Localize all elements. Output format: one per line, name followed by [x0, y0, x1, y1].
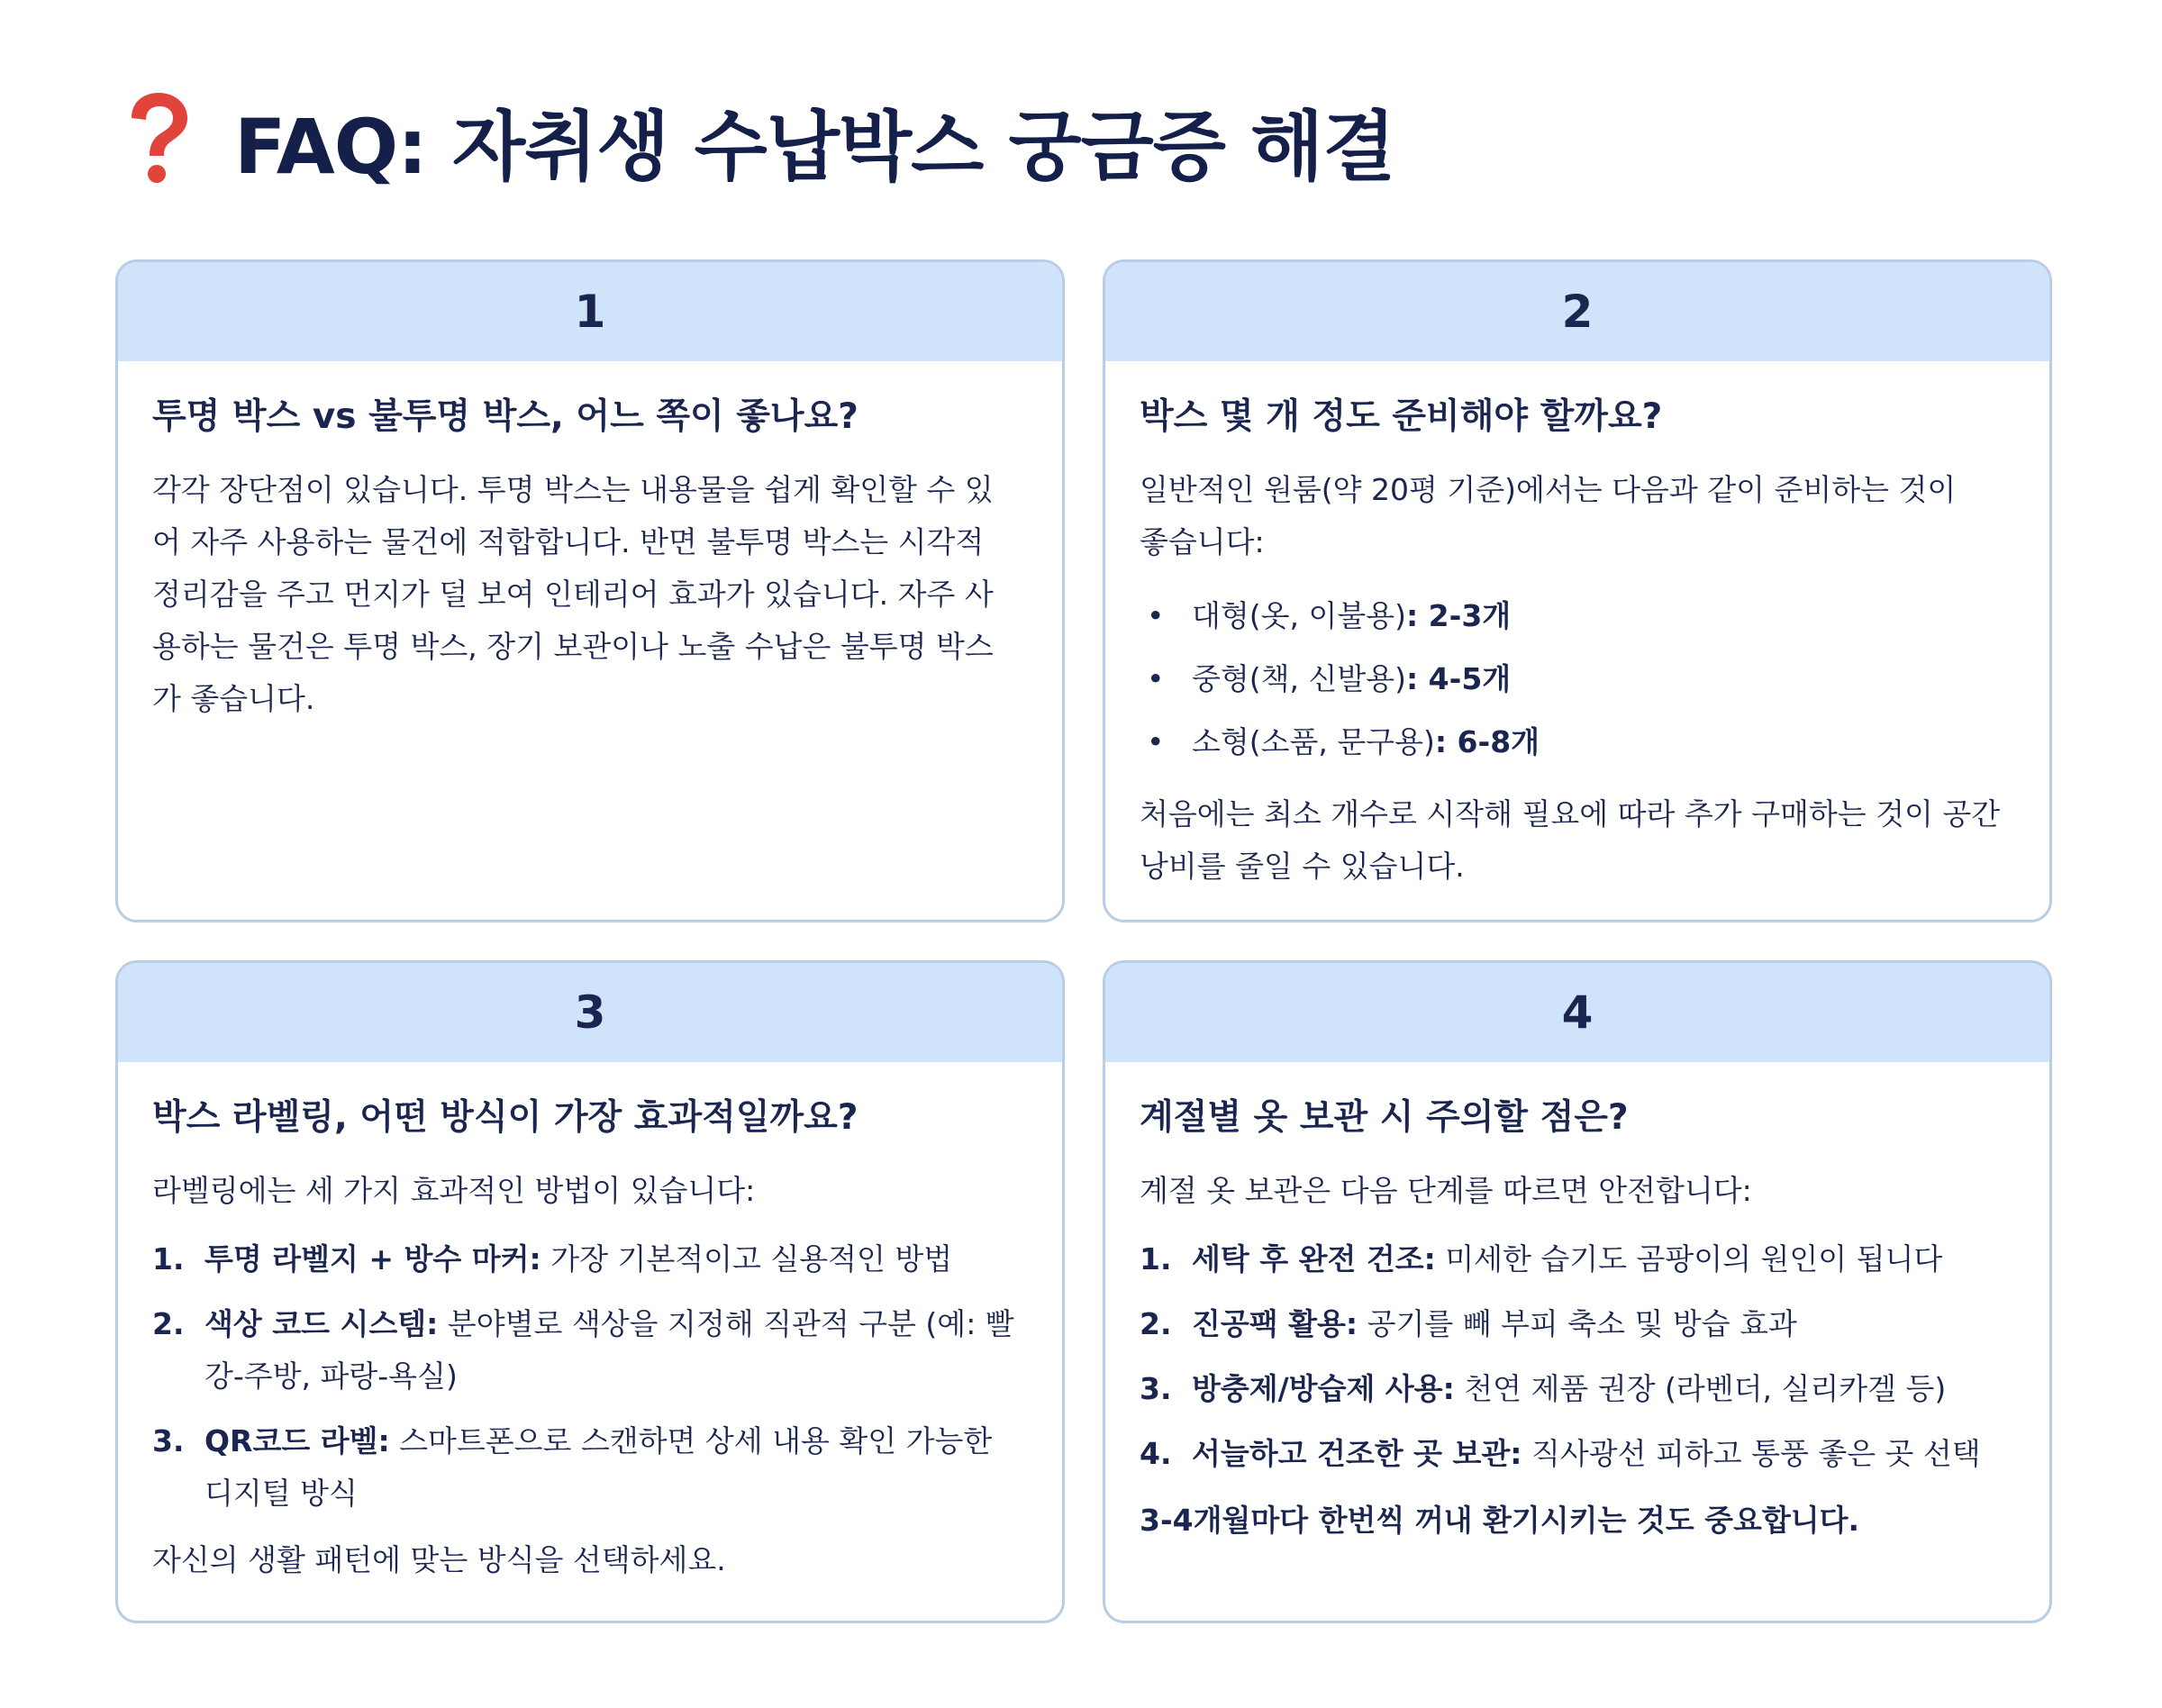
item-value: : 4-5개 [1406, 661, 1512, 696]
bullet-dot-icon: • [1147, 598, 1165, 633]
list-item [1140, 1428, 2015, 1480]
item-text: 공기를 빼 부피 축소 및 방습 효과 [1358, 1306, 1797, 1341]
list-item [152, 1233, 1028, 1286]
outro-line: 자신의 생활 패턴에 맞는 방식을 선택하세요. [152, 1542, 726, 1577]
answer-line: 어 자주 사용하는 물건에 적합합니다. 반면 불투명 박스는 시각적 [152, 524, 985, 559]
item-heading: 색상 코드 시스템: [204, 1306, 439, 1341]
item-heading: 진공팩 활용: [1192, 1306, 1358, 1341]
question-title: 박스 라벨링, 어떤 방식이 가장 효과적일까요? [152, 1097, 858, 1138]
intro-line: 좋습니다: [1140, 524, 1265, 559]
list-item [1140, 585, 2015, 648]
answer-line: 가 좋습니다. [152, 681, 315, 716]
item-number: 2. [1140, 1306, 1172, 1341]
labeling-method-list [152, 1233, 1028, 1520]
list-item [152, 1415, 1028, 1520]
page-header [123, 86, 1394, 195]
outro-line: 처음에는 최소 개수로 시작해 필요에 따라 추가 구매하는 것이 공간 [1140, 796, 2001, 831]
outro-line: 3-4개월마다 한번씩 꺼내 환기시키는 것도 중요합니다. [1140, 1503, 1860, 1538]
intro-line: 라벨링에는 세 가지 효과적인 방법이 있습니다: [152, 1173, 756, 1208]
list-item [152, 1298, 1028, 1403]
page-title: FAQ: 자취생 수납박스 궁금증 해결 [234, 102, 1395, 191]
question-title: 계절별 옷 보관 시 주의할 점은? [1140, 1097, 1629, 1138]
item-number: 4. [1140, 1436, 1172, 1471]
card-number: 1 [118, 262, 1062, 361]
card-number: 4 [1105, 963, 2049, 1062]
list-item [1140, 1233, 2015, 1286]
list-item [1140, 1298, 2015, 1350]
item-text: 천연 제품 권장 (라벤더, 실리카겔 등) [1454, 1371, 1947, 1406]
card-number: 2 [1105, 262, 2049, 361]
list-item [1140, 648, 2015, 711]
item-number: 2. [152, 1306, 185, 1341]
answer-line: 용하는 물건은 투명 박스, 장기 보관이나 노출 수납은 불투명 박스 [152, 629, 994, 664]
faq-card-1 [115, 259, 1065, 922]
item-text: 미세한 습기도 곰팡이의 원인이 됩니다 [1435, 1241, 1943, 1276]
item-label: 중형(책, 신발용) [1192, 661, 1406, 696]
item-heading: 세탁 후 완전 건조: [1192, 1241, 1436, 1276]
item-text: 분야별로 색상을 지정해 직관적 구분 (예: 빨강-주방, 파랑-욕실) [204, 1306, 1014, 1394]
item-text: 가장 기본적이고 실용적인 방법 [540, 1241, 953, 1276]
faq-card-2 [1103, 259, 2052, 922]
question-title: 투명 박스 vs 불투명 박스, 어느 쪽이 좋나요? [152, 396, 858, 437]
answer-line: 각각 장단점이 있습니다. 투명 박스는 내용물을 쉽게 확인할 수 있 [152, 472, 994, 507]
outro-line: 낭비를 줄일 수 있습니다. [1140, 849, 1465, 884]
item-label: 대형(옷, 이불용) [1192, 598, 1406, 633]
item-label: 소형(소품, 문구용) [1192, 724, 1435, 759]
question-title: 박스 몇 개 정도 준비해야 할까요? [1140, 396, 1663, 437]
item-heading: 서늘하고 건조한 곳 보관: [1192, 1436, 1522, 1471]
answer-line: 정리감을 주고 먼지가 덜 보여 인테리어 효과가 있습니다. 자주 사 [152, 577, 994, 612]
card-number: 3 [118, 963, 1062, 1062]
item-heading: 투명 라벨지 + 방수 마커: [204, 1241, 541, 1276]
item-heading: QR코드 라벨: [204, 1423, 390, 1458]
item-value: : 2-3개 [1406, 598, 1512, 633]
item-number: 1. [1140, 1241, 1172, 1276]
intro-line: 일반적인 원룸(약 20평 기준)에서는 다음과 같이 준비하는 것이 [1140, 472, 1957, 507]
storage-step-list [1140, 1233, 2015, 1480]
item-text: 스마트폰으로 스캔하면 상세 내용 확인 가능한 디지털 방식 [204, 1423, 993, 1511]
intro-line: 계절 옷 보관은 다음 단계를 따르면 안전합니다: [1140, 1173, 1752, 1208]
faq-card-3 [115, 960, 1065, 1623]
item-text: 직사광선 피하고 통풍 좋은 곳 선택 [1522, 1436, 1981, 1471]
item-heading: 방충제/방습제 사용: [1192, 1371, 1455, 1406]
red-question-mark-icon [123, 91, 195, 190]
bullet-dot-icon: • [1147, 661, 1165, 696]
faq-card-4 [1103, 960, 2052, 1623]
box-count-list [1140, 585, 2015, 774]
item-number: 3. [152, 1423, 185, 1458]
list-item [1140, 711, 2015, 774]
list-item [1140, 1363, 2015, 1415]
item-value: : 6-8개 [1434, 724, 1540, 759]
item-number: 3. [1140, 1371, 1172, 1406]
item-number: 1. [152, 1241, 185, 1276]
bullet-dot-icon: • [1147, 724, 1165, 759]
